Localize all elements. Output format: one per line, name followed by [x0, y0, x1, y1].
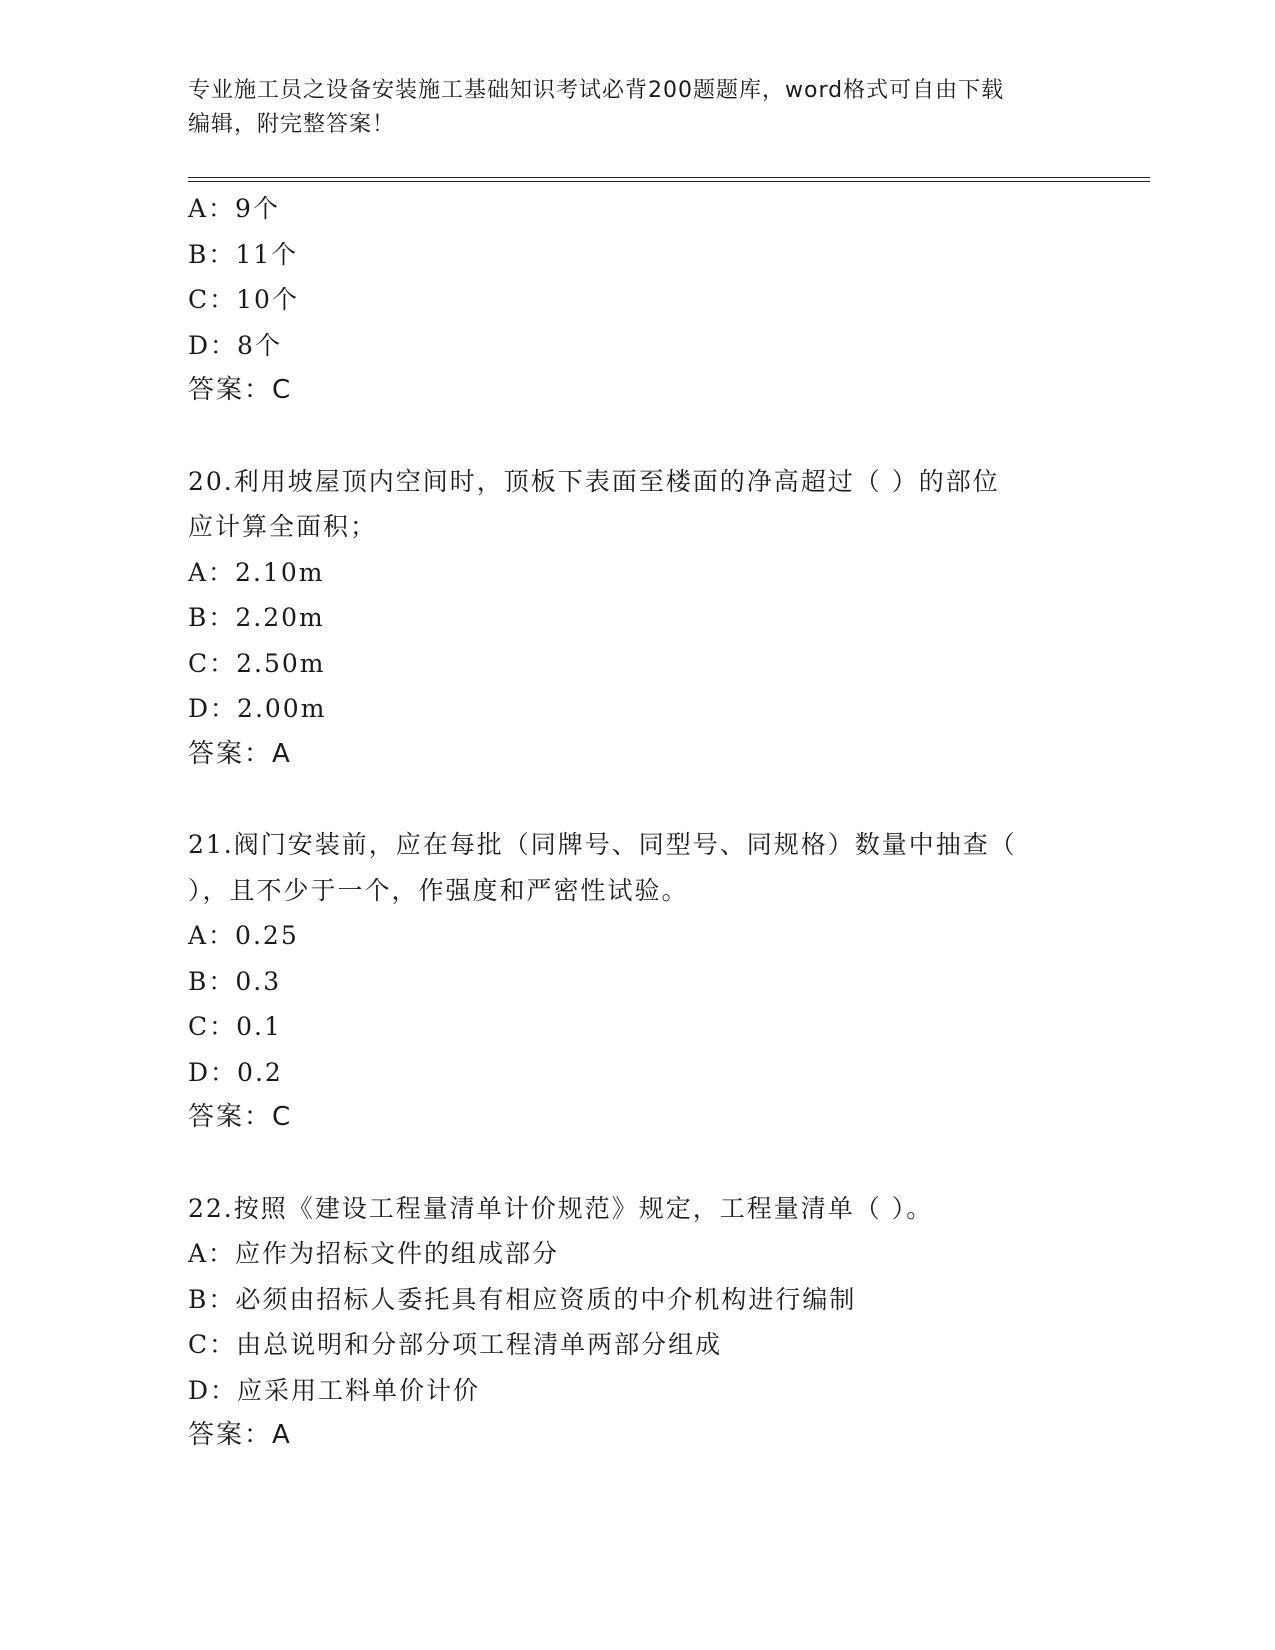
spacer	[188, 777, 1088, 822]
question-22-block	[188, 1186, 1088, 1459]
answer-line: 答案：A	[188, 1420, 292, 1450]
option-d: D：2.00m	[188, 694, 327, 723]
question-stem-line-1: 20.利用坡屋顶内空间时，顶板下表面至楼面的净高超过（ ）的部位	[188, 466, 1000, 496]
question-stem-line-2: 应计算全面积；	[188, 512, 378, 541]
header-divider-top	[188, 177, 1150, 178]
option-a: A：9个	[188, 194, 280, 223]
option-d: D：0.2	[188, 1057, 283, 1087]
header-divider-bottom	[188, 181, 1150, 182]
question-stem-line-2: ），且不少于一个，作强度和严密性试验。	[188, 875, 689, 905]
option-a: A：0.25	[188, 921, 299, 950]
option-b: B：11个	[188, 239, 299, 269]
option-d: D：应采用工料单价计价	[188, 1375, 481, 1405]
option-c: C：由总说明和分部分项工程清单两部分组成	[188, 1330, 723, 1359]
option-b: B：2.20m	[188, 603, 325, 632]
option-b: B：必须由招标人委托具有相应资质的中介机构进行编制	[188, 1284, 857, 1314]
option-b: B：0.3	[188, 966, 282, 996]
option-c: C：0.1	[188, 1012, 282, 1041]
spacer	[188, 1141, 1088, 1186]
question-19-block	[188, 186, 1088, 414]
option-a: A：2.10m	[188, 557, 325, 587]
option-c: C：10个	[188, 285, 299, 314]
option-c: C：2.50m	[188, 648, 326, 678]
option-a: A：应作为招标文件的组成部分	[188, 1239, 560, 1268]
header-line-1: 专业施工员之设备安装施工基础知识考试必背200题题库，word格式可自由下载	[188, 78, 1005, 103]
question-stem-line-1: 22.按照《建设工程量清单计价规范》规定，工程量清单（ ）。	[188, 1193, 934, 1223]
spacer	[188, 414, 1088, 459]
question-list	[188, 186, 1088, 1459]
option-d: D：8个	[188, 330, 282, 360]
answer-line: 答案：C	[188, 1102, 293, 1132]
question-20-block	[188, 459, 1088, 778]
answer-line: 答案：A	[188, 738, 292, 769]
document-header	[188, 74, 1088, 142]
question-stem-line-1: 21.阀门安装前，应在每批（同牌号、同型号、同规格）数量中抽查（	[188, 830, 1017, 859]
question-21-block	[188, 822, 1088, 1141]
answer-line: 答案：C	[188, 375, 293, 405]
header-line-2: 编辑，附完整答案！	[188, 112, 396, 137]
